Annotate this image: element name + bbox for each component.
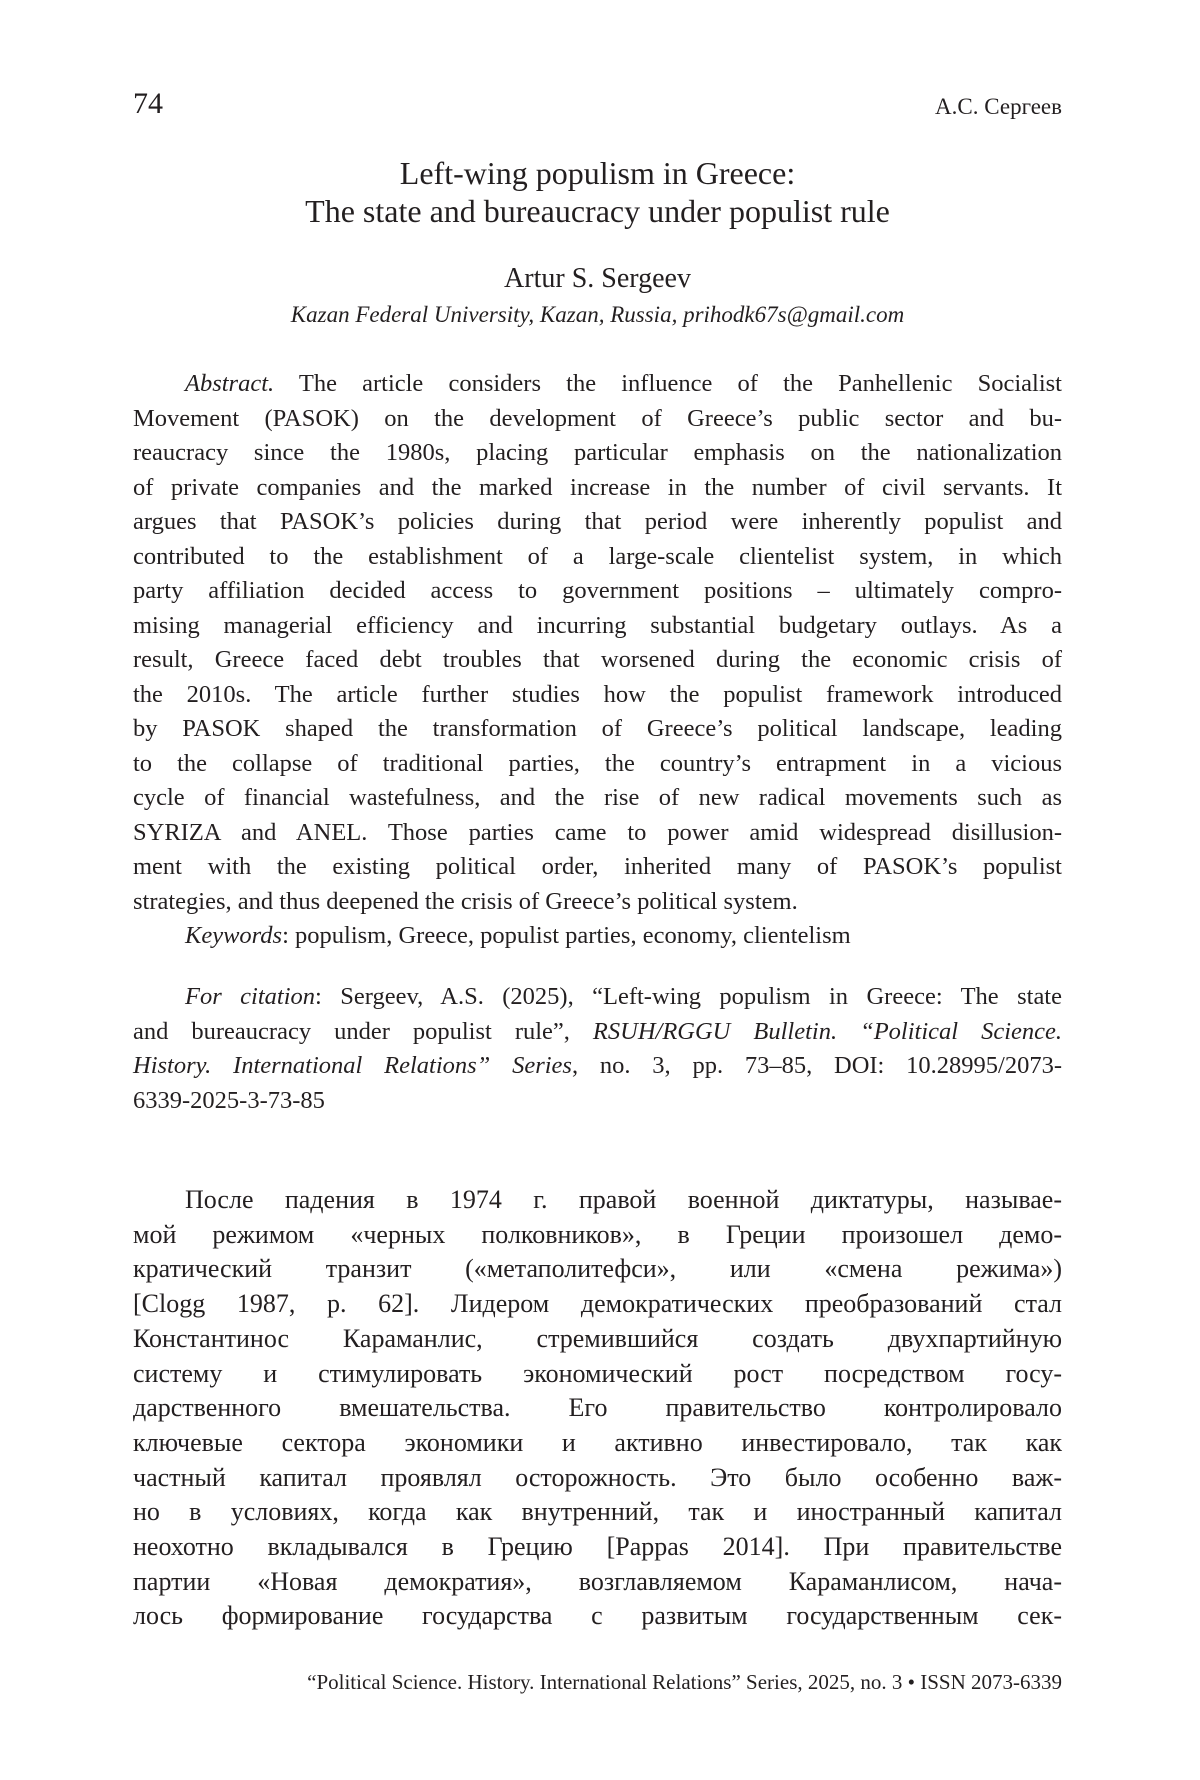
keywords-text: : populism, Greece, populist parties, economy, clientelism xyxy=(282,922,851,949)
citation-journal: RSUH/RGGU Bulletin. “Political Science. xyxy=(592,1017,1063,1045)
citation-journal-series: History. International Relations” Series xyxy=(133,1052,572,1079)
abstract-line: party affiliation decided access to government positions – ultimately compro- xyxy=(133,577,1062,604)
abstract-line: by PASOK shaped the transformation of Greece’s political landscape, leading xyxy=(133,715,1062,742)
body-line: но в условиях, когда как внутренний, так и иностранный капитал xyxy=(133,1497,1062,1527)
body-line: Константинос Караманлис, стремившийся создать двухпартийную xyxy=(133,1323,1062,1353)
body-line: систему и стимулировать экономический рост посредством госу- xyxy=(133,1358,1062,1388)
abstract-line xyxy=(133,367,1062,402)
citation-doi: 6339-2025-3-73-85 xyxy=(133,1086,325,1114)
citation-line xyxy=(133,980,1062,1015)
body-line: лось формирование государства с развитым государственным сек- xyxy=(133,1601,1062,1631)
abstract-line: to the collapse of traditional parties, the country’s entrapment in a vicious xyxy=(133,749,1062,777)
abstract-line: mising managerial efficiency and incurring substantial budgetary outlays. As a xyxy=(133,611,1062,639)
citation-label: For citation xyxy=(185,983,316,1010)
body-line: [Clogg 1987, p. 62]. Лидером демократических преобразований стал xyxy=(133,1289,1062,1319)
citation-line xyxy=(133,1049,1062,1084)
author-name: Artur S. Sergeev xyxy=(504,263,691,294)
citation-line xyxy=(133,1015,1062,1050)
body-line: ключевые сектора экономики и активно инвестировало, так как xyxy=(133,1427,1062,1457)
title-line-1: Left-wing populism in Greece: xyxy=(399,155,796,191)
body-line: дарственного вмешательства. Его правительство контролировало xyxy=(133,1393,1062,1423)
abstract-text: The article considers the influence of the Panhellenic Socialist xyxy=(274,370,1062,397)
abstract-line: SYRIZA and ANEL. Those parties came to power amid widespread disillusion- xyxy=(133,818,1062,846)
body-line: частный капитал проявлял осторожность. Это было особенно важ- xyxy=(133,1462,1062,1492)
abstract-line: result, Greece faced debt troubles that worsened during the economic crisis of xyxy=(133,646,1062,673)
abstract-label: Abstract. xyxy=(185,370,275,397)
author-affiliation: Kazan Federal University, Kazan, Russia, prihodk67s@gmail.com xyxy=(290,302,905,327)
abstract xyxy=(133,367,1062,954)
article-title xyxy=(133,154,1062,230)
abstract-line: Movement (PASOK) on the development of Greece’s public sector and bu- xyxy=(133,404,1062,432)
body-line: После падения в 1974 г. правой военной диктатуры, называе- xyxy=(185,1185,1062,1214)
body-paragraph xyxy=(133,1183,1062,1634)
body-line: мой режимом «черных полковников», в Греции произошел демо- xyxy=(133,1219,1062,1249)
abstract-line: argues that PASOK’s policies during that period were inherently populist and xyxy=(133,508,1062,535)
citation-block xyxy=(133,980,1062,1118)
abstract-line: strategies, and thus deepened the crisis of Greece’s political system. xyxy=(133,887,798,915)
body-line: неохотно вкладывался в Грецию [Pappas 2014]. При правительстве xyxy=(133,1532,1062,1562)
abstract-line: contributed to the establishment of a large-scale clientelist system, in which xyxy=(133,542,1062,570)
keywords xyxy=(133,919,1062,954)
citation-text: : Sergeev, A.S. (2025), “Left-wing populism in Greece: The state xyxy=(315,983,1062,1010)
page-number: 74 xyxy=(133,87,163,120)
abstract-line: reaucracy since the 1980s, placing particular emphasis on the nationalization xyxy=(133,439,1062,466)
abstract-line: cycle of financial wastefulness, and the rise of new radical movements such as xyxy=(133,784,1062,811)
body-line: партии «Новая демократия», возглавляемом Караманлисом, нача- xyxy=(133,1566,1062,1596)
abstract-line: of private companies and the marked increase in the number of civil servants. It xyxy=(133,473,1062,501)
body-line: кратический транзит («метаполитефси», или «смена режима») xyxy=(133,1254,1062,1284)
abstract-line: ment with the existing political order, inherited many of PASOK’s populist xyxy=(133,853,1062,880)
title-line-2: The state and bureaucracy under populist rule xyxy=(305,193,890,229)
journal-footer: “Political Science. History. International Relations” Series, 2025, no. 3 • ISSN 2073-6339 xyxy=(307,1670,1062,1694)
citation-text: , no. 3, pp. 73–85, DOI: 10.28995/2073- xyxy=(571,1052,1062,1079)
keywords-label: Keywords xyxy=(185,922,283,949)
citation-text: and bureaucracy under populist rule”, xyxy=(133,1017,593,1045)
running-head-author: А.С. Сергеев xyxy=(935,94,1062,119)
abstract-line: the 2010s. The article further studies how the populist framework introduced xyxy=(133,680,1062,708)
